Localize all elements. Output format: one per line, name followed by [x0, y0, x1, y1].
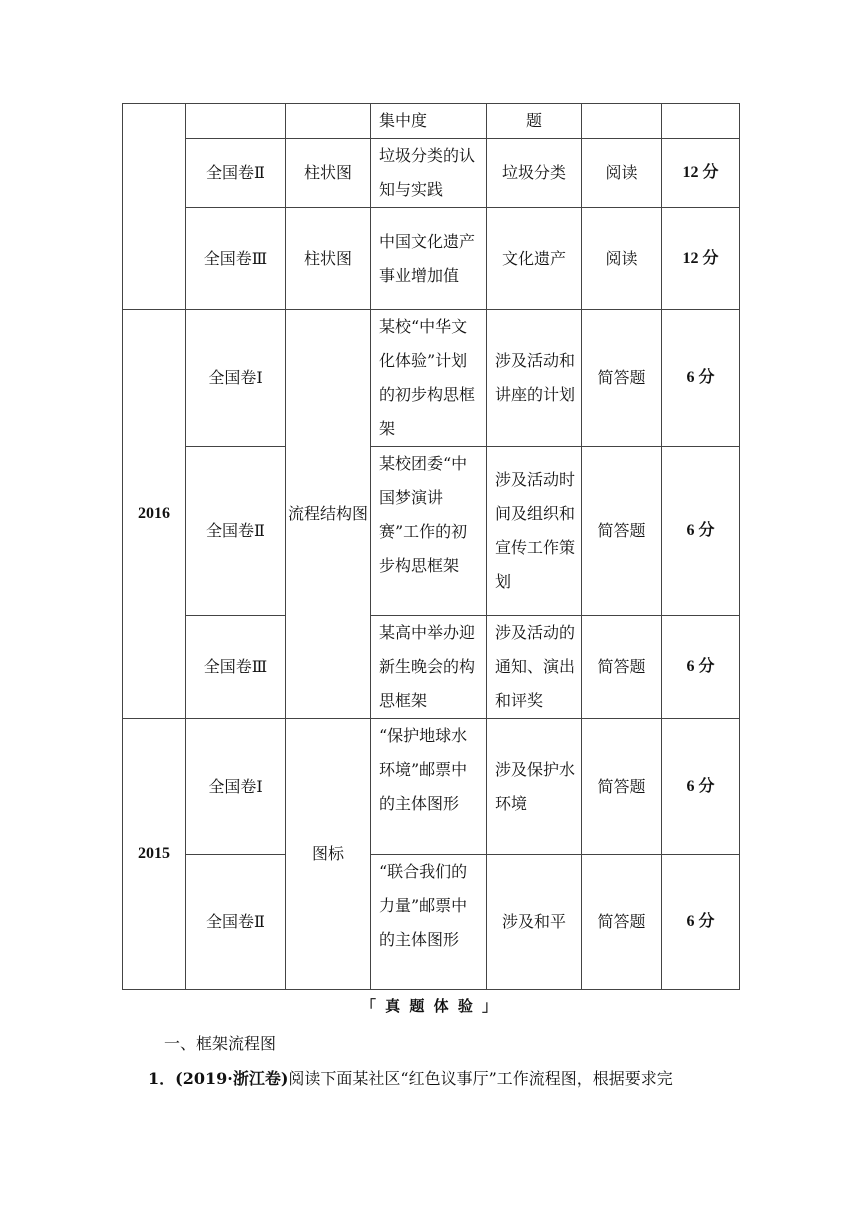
question-text: 阅读下面某社区“红色议事厅”工作流程图，根据要求完 — [288, 1069, 673, 1088]
form-cell: 柱状图 — [286, 139, 371, 208]
paper-cell: 全国卷Ⅱ — [186, 447, 286, 616]
topic-cell — [371, 447, 487, 616]
score-cell — [662, 104, 740, 139]
type-cell: 简答题 — [582, 447, 662, 616]
content-text: 涉及活动时间及组织和宣传工作策划 — [495, 470, 576, 591]
table-row — [123, 104, 740, 139]
type-cell: 阅读 — [582, 139, 662, 208]
topic-cell — [371, 719, 487, 855]
content-cell — [487, 310, 582, 447]
topic-text: “联合我们的力量”邮票中的主体图形 — [379, 862, 468, 949]
topic-text: “保护地球水环境”邮票中的主体图形 — [379, 726, 468, 813]
type-cell: 简答题 — [582, 719, 662, 855]
table-row — [123, 310, 740, 447]
score-cell: 6 分 — [662, 719, 740, 855]
form-cell: 柱状图 — [286, 208, 371, 310]
table-row — [123, 855, 740, 990]
score-cell: 6 分 — [662, 616, 740, 719]
score-cell: 6 分 — [662, 447, 740, 616]
content-cell: 题 — [487, 104, 582, 139]
type-cell: 简答题 — [582, 310, 662, 447]
paper-cell: 全国卷Ⅱ — [186, 855, 286, 990]
table-row — [123, 719, 740, 855]
topic-cell — [371, 616, 487, 719]
topic-text: 垃圾分类的认知与实践 — [379, 146, 476, 199]
content-cell — [487, 447, 582, 616]
content-cell — [487, 719, 582, 855]
section-heading: 一、框架流程图 — [164, 1034, 277, 1053]
content-cell: 文化遗产 — [487, 208, 582, 310]
paper-cell: 全国卷Ⅲ — [186, 616, 286, 719]
table-row — [123, 139, 740, 208]
exam-table — [122, 103, 740, 990]
topic-text: 中国文化遗产事业增加值 — [379, 231, 476, 285]
question-line — [148, 1066, 673, 1089]
question-source: (2019·浙江卷) — [175, 1069, 289, 1088]
content-cell: 垃圾分类 — [487, 139, 582, 208]
score-cell: 12 分 — [662, 139, 740, 208]
paper-cell: 全国卷Ⅱ — [186, 139, 286, 208]
question-number: 1． — [148, 1069, 176, 1088]
year-cell — [123, 104, 186, 310]
score-cell: 6 分 — [662, 855, 740, 990]
content-cell — [487, 616, 582, 719]
paper-cell: 全国卷Ⅰ — [186, 719, 286, 855]
form-text: 流程结构图 — [288, 504, 369, 523]
paper-cell: 全国卷Ⅰ — [186, 310, 286, 447]
content-text: 涉及保护水环境 — [495, 759, 576, 813]
topic-cell — [371, 139, 487, 208]
topic-text: 某校团委“中国梦演讲赛”工作的初步构思框架 — [379, 454, 468, 575]
type-cell: 阅读 — [582, 208, 662, 310]
section-caption: 「 真 题 体 验 」 — [360, 997, 500, 1015]
form-cell — [286, 104, 371, 139]
form-cell — [286, 310, 371, 719]
topic-cell: 集中度 — [371, 104, 487, 139]
content-text: 涉及活动的通知、演出和评奖 — [495, 623, 576, 710]
type-cell — [582, 104, 662, 139]
year-cell: 2016 — [123, 310, 186, 719]
topic-cell — [371, 310, 487, 447]
form-cell: 图标 — [286, 719, 371, 990]
content-text: 涉及活动和讲座的计划 — [495, 351, 576, 404]
topic-cell — [371, 855, 487, 990]
paper-cell: 全国卷Ⅲ — [186, 208, 286, 310]
topic-text: 某高中举办迎新生晚会的构思框架 — [379, 623, 476, 710]
content-cell: 涉及和平 — [487, 855, 582, 990]
table-row — [123, 616, 740, 719]
score-cell: 6 分 — [662, 310, 740, 447]
topic-cell — [371, 208, 487, 310]
paper-cell — [186, 104, 286, 139]
type-cell: 简答题 — [582, 616, 662, 719]
table-row — [123, 447, 740, 616]
topic-text: 某校“中华文化体验”计划的初步构思框架 — [379, 317, 476, 438]
table-row — [123, 208, 740, 310]
year-cell: 2015 — [123, 719, 186, 990]
type-cell: 简答题 — [582, 855, 662, 990]
score-cell: 12 分 — [662, 208, 740, 310]
